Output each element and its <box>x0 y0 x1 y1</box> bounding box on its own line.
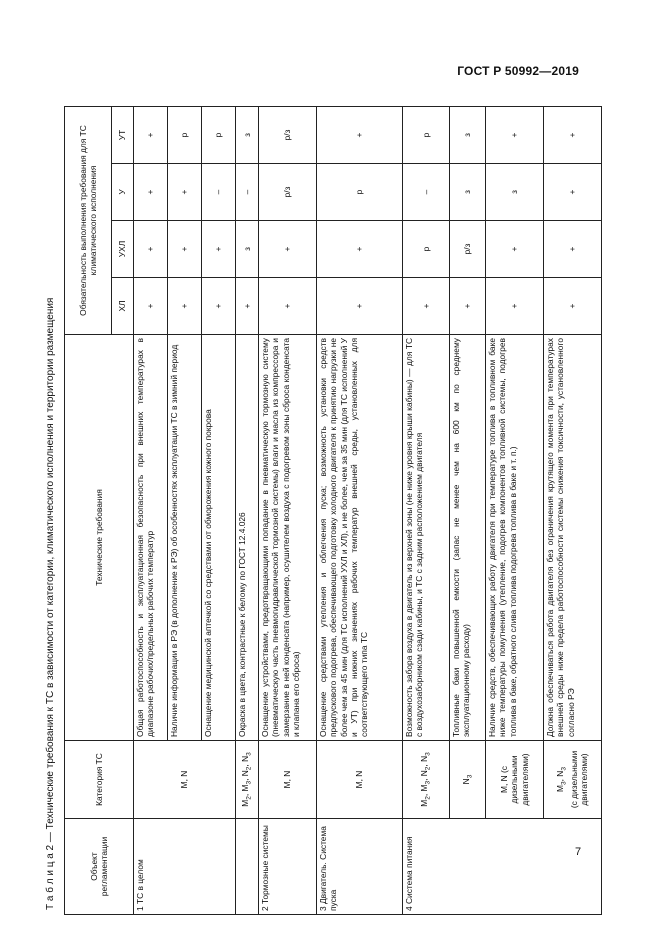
header-climate-u: У <box>112 164 134 221</box>
value-cell: р <box>317 164 403 221</box>
value-cell: з <box>236 221 259 278</box>
requirement-cell: Оснащение средствами утепления и облегчения пуска; возможность установки средств предпускового подогрева, обеспечивающего подготовку холодного двигателя к принятию нагрузки не более чем за 45 мин (для ТС исполнений УХЛ и ХЛ), и не более, чем за 35 мин (для ТС исполнений У и УТ) при нижних значениях рабочих температур внешней среды, установленных для соответствующего типа ТС <box>317 335 403 741</box>
header-category: Категория ТС <box>65 741 134 819</box>
value-cell: + <box>544 221 602 278</box>
header-requirements: Технические требования <box>65 335 134 741</box>
header-compliance: Обязательность выполнения требования для ТС климатического исполнения <box>65 106 112 334</box>
object-cell: 4 Система питания <box>403 819 602 915</box>
table-row <box>486 106 544 914</box>
category-cell: $M_3$, $N_3$ (с дизельными двигателями) <box>544 741 602 819</box>
value-cell: + <box>486 221 544 278</box>
object-cell: 3 Двигатель. Система пуска <box>317 819 403 915</box>
value-cell: + <box>317 221 403 278</box>
value-cell: + <box>403 278 450 335</box>
value-cell: + <box>134 106 168 163</box>
value-cell: + <box>236 278 259 335</box>
requirement-cell: Должна обеспечиваться работа двигателя без ограничения крутящего момента при температурах внешней среды ниже предела работоспособности системы снижения токсичности, установленного согласно РЭ <box>544 335 602 741</box>
table-row <box>259 106 317 914</box>
standard-designation: ГОСТ Р 50992—2019 <box>457 64 579 78</box>
requirement-cell: Окраска в цвета, контрастные к белому по ГОСТ 12.4.026 <box>236 335 259 741</box>
table-row <box>236 106 259 914</box>
category-cell: M, N <box>317 741 403 819</box>
value-cell: – <box>403 164 450 221</box>
category-cell: $N_3$ <box>450 741 486 819</box>
category-cell: M, N <box>259 741 317 819</box>
value-cell: + <box>168 164 202 221</box>
requirement-cell: Топливные баки повышенной емкости (запас не менее чем на 600 км по среднему эксплуатационному расходу) <box>450 335 486 741</box>
value-cell: + <box>134 164 168 221</box>
value-cell: + <box>544 106 602 163</box>
value-cell: р/з <box>259 164 317 221</box>
value-cell: з <box>486 164 544 221</box>
header-object: Объект регламентации <box>65 819 134 915</box>
value-cell: р <box>202 106 236 163</box>
object-cell <box>236 819 259 915</box>
category-cell: M, N <box>134 741 236 819</box>
table-row <box>544 106 602 914</box>
object-cell: 1 ТС в целом <box>134 819 236 915</box>
value-cell: – <box>202 164 236 221</box>
table-row <box>403 106 450 914</box>
requirement-cell: Оснащение устройствами, предотвращающими попадание в пневматическую тормозную систему (пневматическую часть пневмогидравлической тормозной системы) влаги и масла из компрессора и замерзание в ней конденсата (например, осушителем воздуха с подогревом зоны сброса конденсата и клапана его сброса) <box>259 335 317 741</box>
requirement-cell: Возможность забора воздуха в двигатель из верхней зоны (не ниже уровня крыши кабины) — для ТС с воздухозаборником сзади кабины, и ТС с задним расположением двигателя <box>403 335 450 741</box>
value-cell: з <box>236 106 259 163</box>
value-cell: + <box>486 278 544 335</box>
category-cell: $M_2$, $M_3$, $N_2$, $N_3$ <box>403 741 450 819</box>
header-climate-uhl: УХЛ <box>112 221 134 278</box>
page-number: 7 <box>575 846 582 858</box>
value-cell: + <box>317 278 403 335</box>
value-cell: + <box>544 278 602 335</box>
value-cell: + <box>168 221 202 278</box>
table-caption: Т а б л и ц а 2 — Технические требования к ТС в зависимости от категории, климатического исполнения и территории размещения <box>45 297 56 910</box>
value-cell: + <box>317 106 403 163</box>
value-cell: + <box>486 106 544 163</box>
value-cell: з <box>450 106 486 163</box>
requirement-cell: Наличие информации в РЭ (в дополнение к РЭ) об особенностях эксплуатации ТС в зимний период <box>168 335 202 741</box>
table-row <box>450 106 486 914</box>
object-cell: 2 Тормозные системы <box>259 819 317 915</box>
value-cell: з <box>450 164 486 221</box>
table-row <box>134 106 168 914</box>
requirement-cell: Наличие средств, обеспечивающих работу двигателя при температуре топлива в топливном баке ниже температуры помутнения (утепление, подогрев компонентов топливной системы, подогрев топлива в баке, обратного слива топлива подогрева топлива в баке и т. п.) <box>486 335 544 741</box>
value-cell: + <box>134 278 168 335</box>
requirements-table <box>64 106 602 915</box>
requirement-cell: Оснащение медицинской аптечкой со средствами от обморожения кожного покрова <box>202 335 236 741</box>
value-cell: + <box>202 278 236 335</box>
value-cell: р <box>403 106 450 163</box>
value-cell: + <box>168 278 202 335</box>
value-cell: + <box>259 278 317 335</box>
table-row <box>317 106 403 914</box>
requirement-cell: Общая работоспособность и эксплуатационная безопасность при внешних температурах в диапазоне рабочих/предельных рабочих температур <box>134 335 168 741</box>
value-cell: + <box>134 221 168 278</box>
value-cell: р <box>403 221 450 278</box>
category-cell: M, N (с дизельными двигателями) <box>486 741 544 819</box>
value-cell: р/з <box>259 106 317 163</box>
header-climate-ut: УТ <box>112 106 134 163</box>
value-cell: + <box>544 164 602 221</box>
category-cell: $M_2$, $M_3$, $N_2$, $N_3$ <box>236 741 259 819</box>
value-cell: + <box>202 221 236 278</box>
rotated-table-area <box>40 95 590 915</box>
value-cell: р/з <box>450 221 486 278</box>
header-climate-hl: ХЛ <box>112 278 134 335</box>
value-cell: + <box>259 221 317 278</box>
value-cell: р <box>168 106 202 163</box>
value-cell: + <box>450 278 486 335</box>
value-cell: – <box>236 164 259 221</box>
